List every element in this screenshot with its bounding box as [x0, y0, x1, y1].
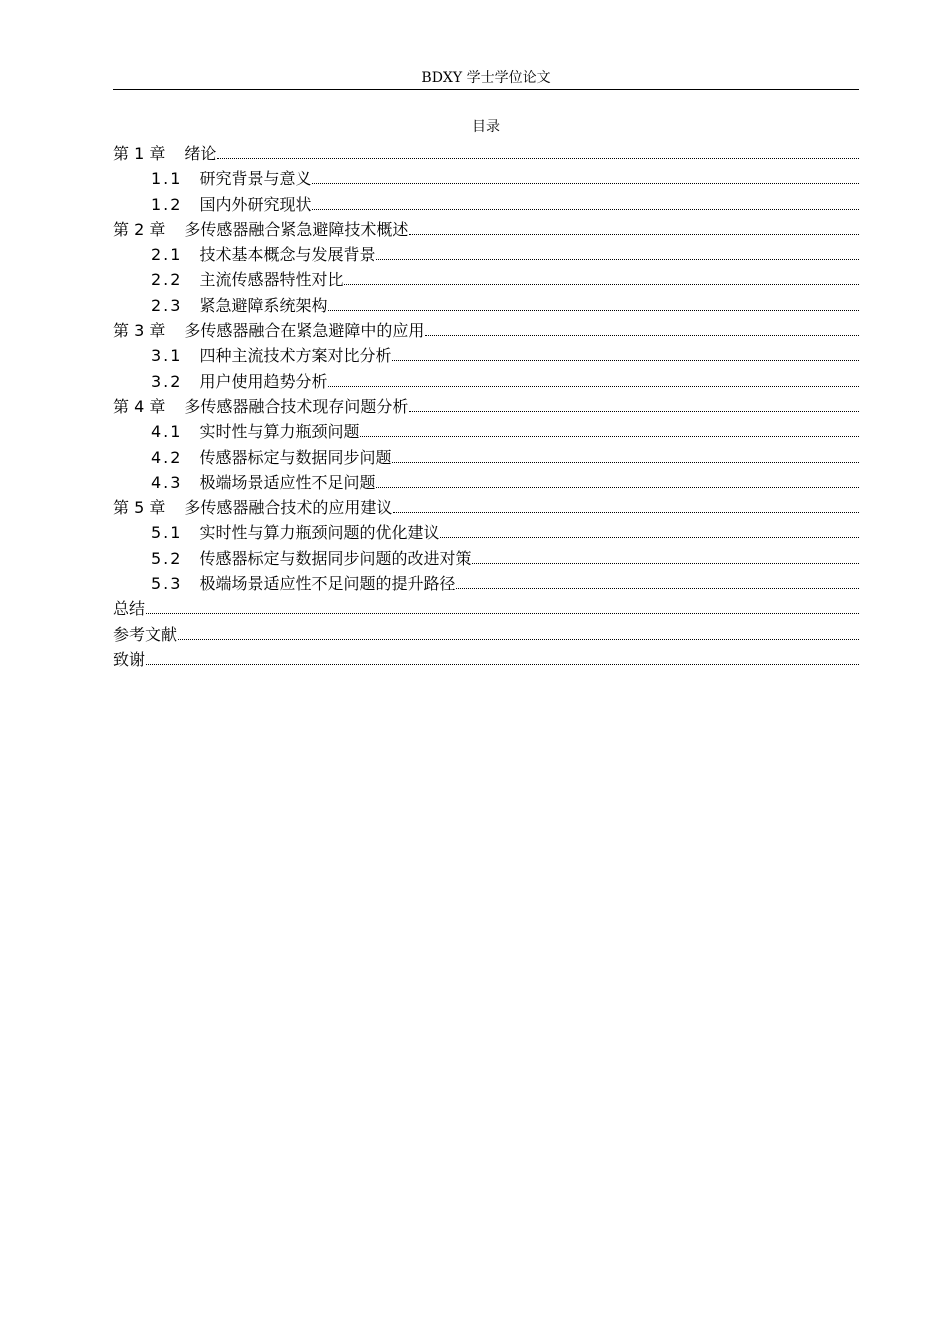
toc-entry-label: 多传感器融合技术的应用建议 [184, 498, 393, 518]
toc-entry-label: 传感器标定与数据同步问题 [199, 447, 392, 467]
toc-entry-label: 多传感器融合技术现存问题分析 [184, 396, 409, 416]
toc-entry-number: 5.3 [151, 574, 183, 594]
toc-entry-number: 5.1 [151, 523, 183, 543]
toc-entry-number: 第 4 章 [113, 396, 166, 416]
toc-chapter-entry[interactable] [113, 141, 859, 166]
toc-entry-label: 极端场景适应性不足问题的提升路径 [199, 574, 456, 594]
toc-dot-leader [312, 193, 859, 210]
toc-entry-label: 研究背景与意义 [199, 169, 312, 189]
toc-entry-label: 致谢 [113, 649, 146, 669]
toc-entry-label: 参考文献 [113, 624, 178, 644]
toc-chapter-entry[interactable] [113, 622, 859, 647]
toc-entry-number: 3.1 [151, 346, 183, 366]
toc-entry-label: 主流传感器特性对比 [199, 270, 344, 290]
toc-entry-number: 2.1 [151, 245, 183, 265]
toc-title: 目录 [472, 119, 500, 135]
toc-entry-label: 传感器标定与数据同步问题的改进对策 [199, 548, 472, 568]
toc-dot-leader [178, 623, 859, 640]
toc-entry-label: 四种主流技术方案对比分析 [199, 346, 392, 366]
toc-section-entry[interactable] [113, 520, 859, 545]
toc-section-entry[interactable] [113, 166, 859, 191]
toc-dot-leader [409, 218, 859, 235]
toc-dot-leader [217, 142, 859, 159]
table-of-contents [113, 141, 859, 672]
toc-entry-number: 4.3 [151, 472, 183, 492]
toc-entry-number: 5.2 [151, 548, 183, 568]
toc-entry-number: 第 2 章 [113, 219, 166, 239]
toc-dot-leader [409, 395, 859, 412]
toc-entry-label: 技术基本概念与发展背景 [199, 245, 376, 265]
toc-section-entry[interactable] [113, 419, 859, 444]
toc-entry-label: 极端场景适应性不足问题 [199, 472, 376, 492]
toc-chapter-entry[interactable] [113, 217, 859, 242]
toc-dot-leader [312, 167, 859, 184]
toc-entry-number: 第 5 章 [113, 498, 166, 518]
page-header-text: BDXY 学士学位论文 [421, 70, 551, 86]
toc-entry-number: 第 3 章 [113, 321, 166, 341]
toc-dot-leader [146, 648, 859, 665]
toc-entry-number: 1.2 [151, 194, 183, 214]
toc-chapter-entry[interactable] [113, 647, 859, 672]
toc-chapter-entry[interactable] [113, 596, 859, 621]
toc-dot-leader [360, 420, 859, 437]
toc-entry-label: 用户使用趋势分析 [199, 371, 328, 391]
toc-section-entry[interactable] [113, 293, 859, 318]
toc-section-entry[interactable] [113, 445, 859, 470]
toc-entry-number: 4.2 [151, 447, 183, 467]
toc-entry-label: 国内外研究现状 [199, 194, 312, 214]
toc-entry-label: 多传感器融合紧急避障技术概述 [184, 219, 409, 239]
toc-section-entry[interactable] [113, 242, 859, 267]
page-header [113, 68, 859, 90]
toc-entry-label: 实时性与算力瓶颈问题 [199, 422, 360, 442]
toc-dot-leader [328, 294, 859, 311]
toc-section-entry[interactable] [113, 192, 859, 217]
toc-section-entry[interactable] [113, 343, 859, 368]
toc-entry-number: 2.2 [151, 270, 183, 290]
toc-chapter-entry[interactable] [113, 495, 859, 520]
toc-dot-leader [425, 319, 859, 336]
toc-dot-leader [146, 597, 859, 614]
toc-dot-leader [472, 547, 859, 564]
toc-section-entry[interactable] [113, 571, 859, 596]
toc-dot-leader [344, 268, 859, 285]
toc-entry-label: 绪论 [184, 144, 217, 163]
toc-dot-leader [376, 243, 859, 260]
toc-section-entry[interactable] [113, 267, 859, 292]
toc-dot-leader [328, 370, 859, 387]
toc-entry-number: 1.1 [151, 169, 183, 189]
toc-entry-number: 4.1 [151, 422, 183, 442]
toc-dot-leader [376, 471, 859, 488]
toc-entry-label: 总结 [113, 599, 146, 619]
toc-entry-label: 多传感器融合在紧急避障中的应用 [184, 321, 425, 341]
toc-chapter-entry[interactable] [113, 394, 859, 419]
toc-dot-leader [392, 446, 859, 463]
toc-entry-label: 实时性与算力瓶颈问题的优化建议 [199, 523, 440, 543]
toc-dot-leader [392, 344, 859, 361]
toc-dot-leader [456, 572, 859, 589]
toc-entry-label: 紧急避障系统架构 [199, 295, 328, 315]
toc-section-entry[interactable] [113, 369, 859, 394]
toc-chapter-entry[interactable] [113, 318, 859, 343]
toc-entry-number: 3.2 [151, 371, 183, 391]
toc-entry-number: 第 1 章 [113, 144, 166, 163]
toc-dot-leader [393, 496, 859, 513]
toc-section-entry[interactable] [113, 546, 859, 571]
toc-dot-leader [440, 521, 859, 538]
toc-entry-number: 2.3 [151, 295, 183, 315]
toc-section-entry[interactable] [113, 470, 859, 495]
